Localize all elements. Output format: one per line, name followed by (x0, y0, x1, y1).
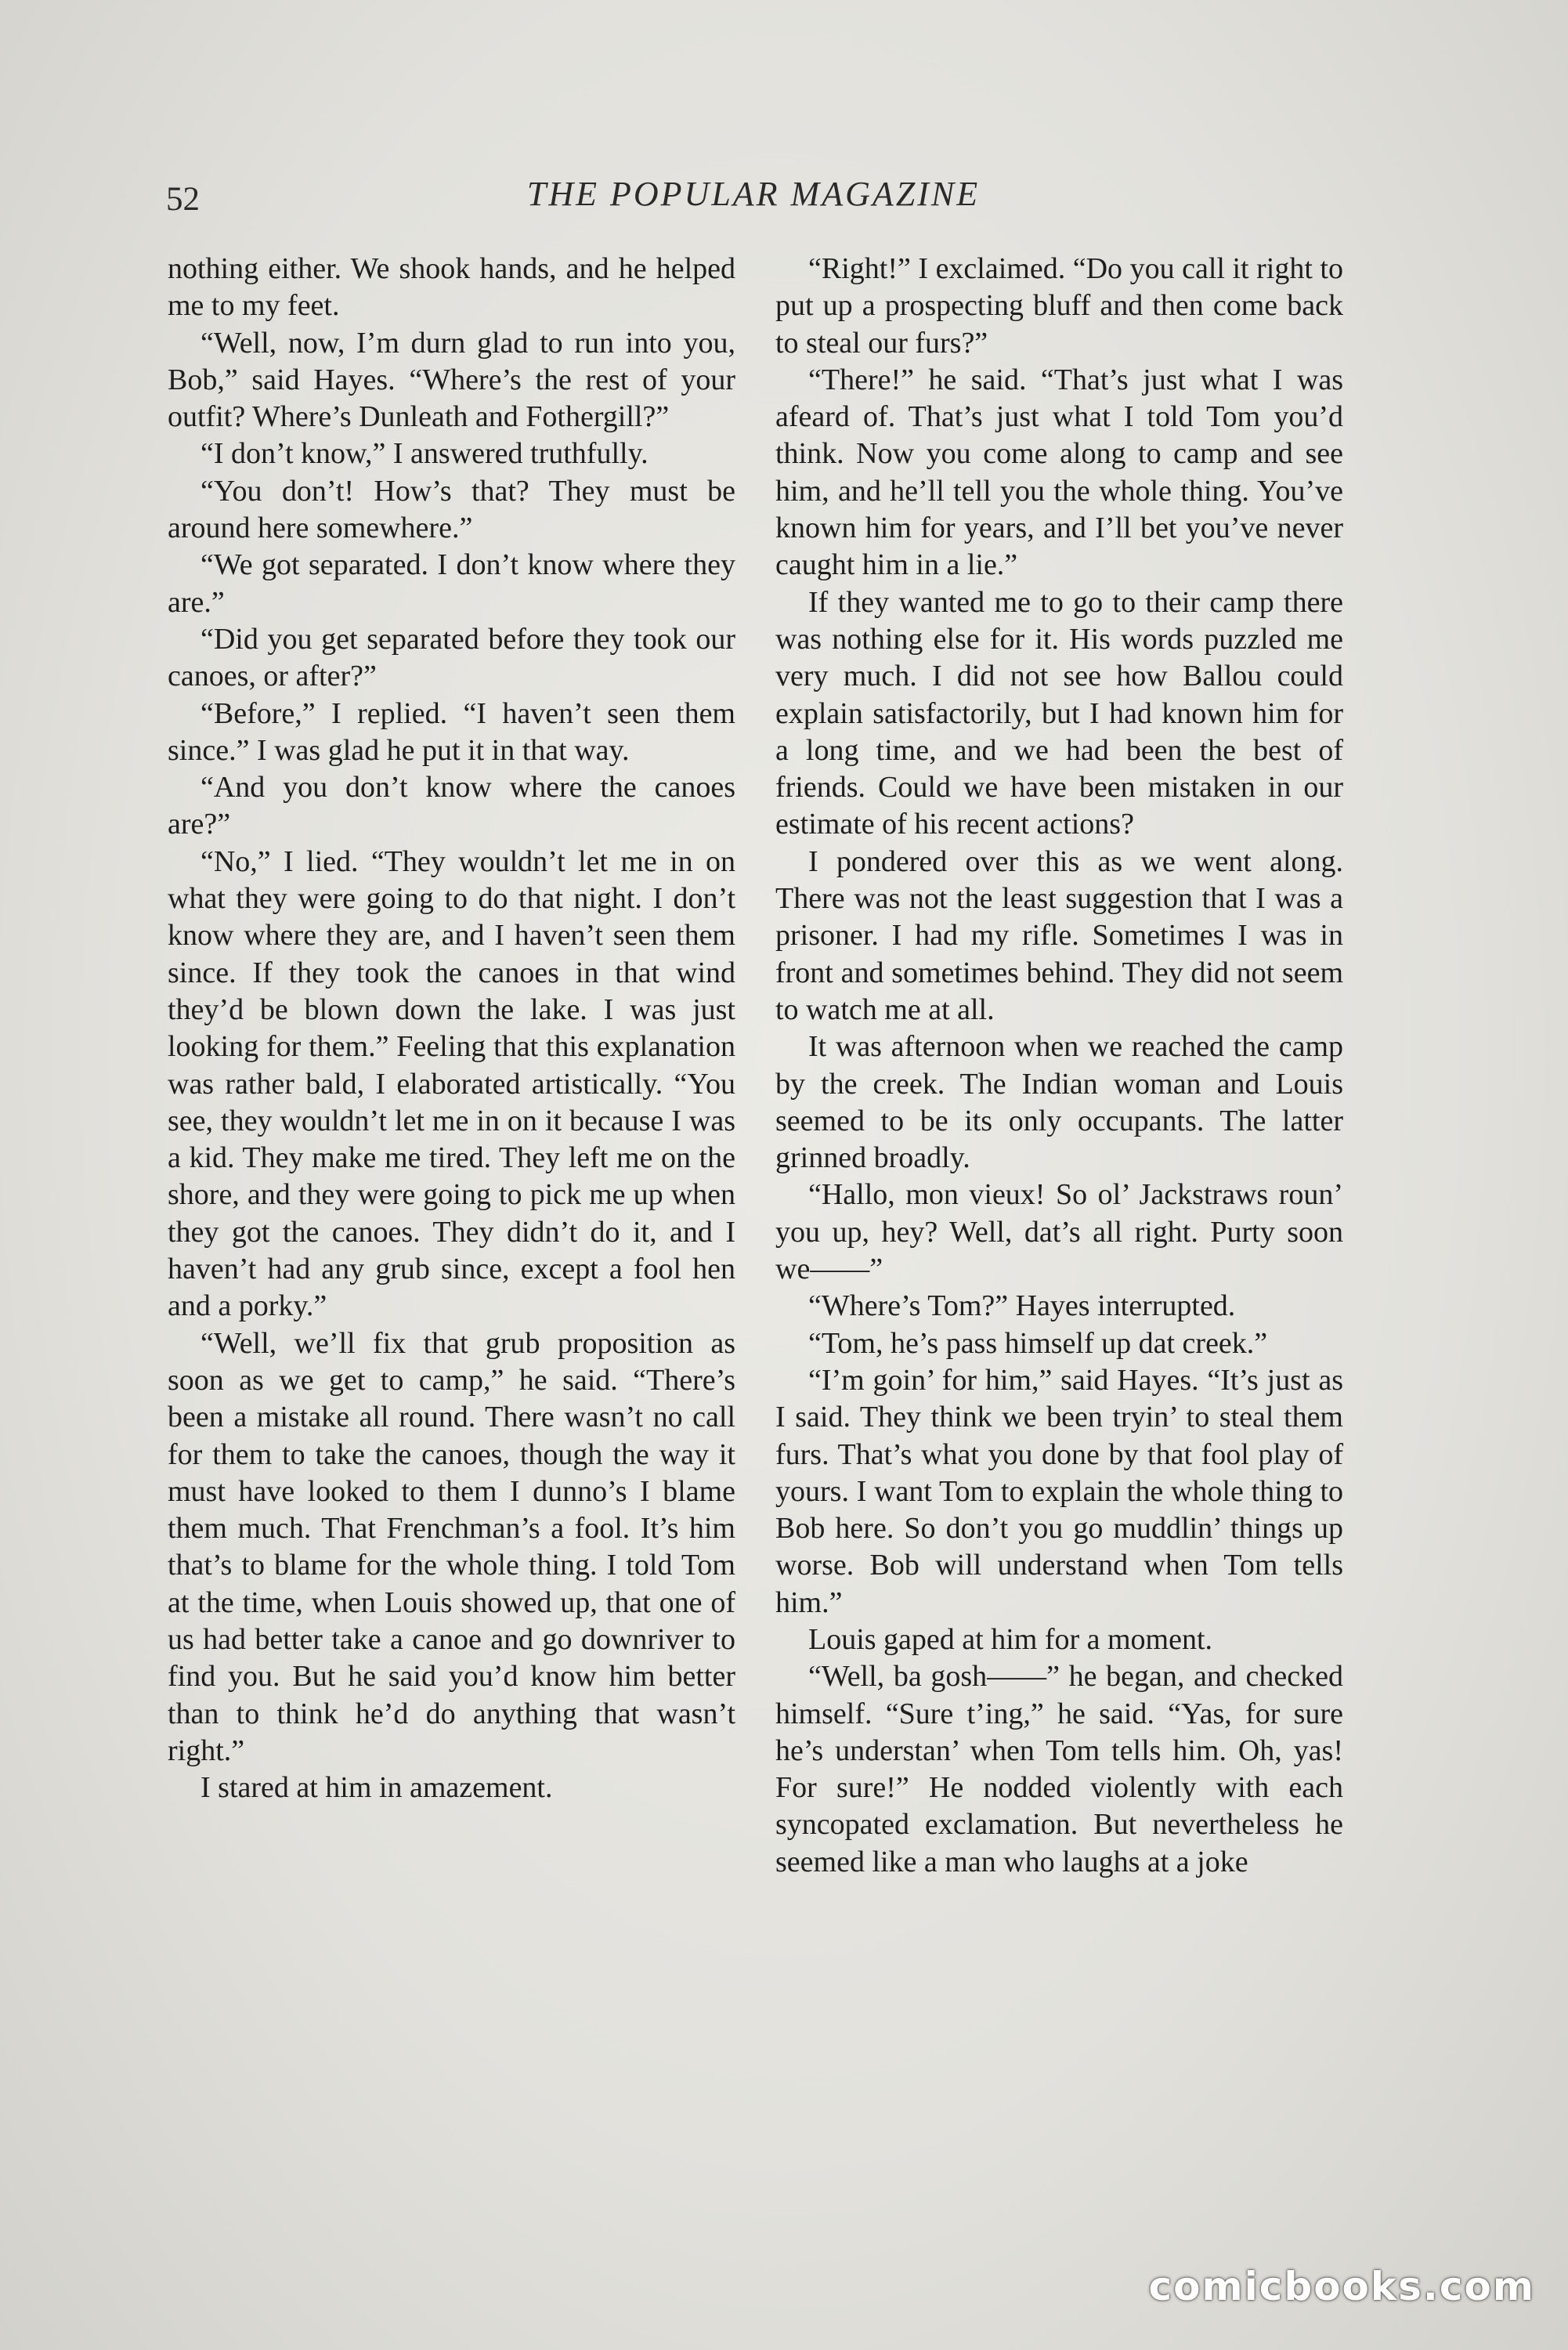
paragraph: “Where’s Tom?” Hayes interrupted. (808, 1289, 1236, 1323)
left-column (168, 251, 735, 1806)
page-number: 52 (166, 181, 200, 218)
paragraph: “I’m goin’ for him,” said Hayes. “It’s just as I said. They think we been tryin’ to steal them furs. That’s what you done by that fool play of yours. I want Tom to explain the whole thing to Bob here. So don’t you go muddlin’ things up worse. Bob will understand when Tom tells him.” (775, 1363, 1343, 1619)
paragraph: “Right!” I exclaimed. “Do you call it right to put up a prospecting bluff and then come back to steal our furs?” (775, 252, 1343, 360)
paragraph: “You don’t! How’s that? They must be around here somewhere.” (168, 474, 735, 545)
paragraph: If they wanted me to go to their camp there was nothing else for it. His words puzzled me very much. I did not see how Ballou could explain satisfactorily, but I had known him for a long time, and we had been the best of friends. Could we have been mistaken in our estimate of his recent actions? (775, 585, 1343, 841)
page-header (166, 174, 1341, 229)
paragraph: “No,” I lied. “They wouldn’t let me in on what they were going to do that night. I don’t know where they are, and I haven’t seen them since. If they took the canoes in that wind they’d be blown down the lake. I was just looking for them.” Feeling that this explanation was rather bald, I elaborated artistically. “You see, they wouldn’t let me in on it because I was a kid. They make me tired. They left me on the shore, and they were going to pick me up when they got the canoes. They didn’t do it, and I haven’t had any grub since, except a fool hen and a porky.” (168, 844, 735, 1323)
running-title: THE POPULAR MAGAZINE (526, 175, 981, 213)
paragraph: “There!” he said. “That’s just what I was afeard of. That’s just what I told Tom you’d think. Now you come along to camp and see him, and he’ll tell you the whole thing. You’ve known him for years, and I’ll bet you’ve never caught him in a lie.” (775, 363, 1343, 582)
paragraph: “And you don’t know where the canoes are?” (168, 771, 735, 841)
paragraph: I pondered over this as we went along. There was not the least suggestion that I was a prisoner. I had my rifle. Sometimes I was in front and sometimes behind. They did not seem to watch me at all. (775, 844, 1343, 1026)
paragraph: “Did you get separated before they took our canoes, or after?” (168, 622, 735, 693)
paragraph: “Well, now, I’m durn glad to run into you, Bob,” said Hayes. “Where’s the rest of your outfit? Where’s Dunleath and Fothergill?” (168, 326, 735, 434)
paragraph: “We got separated. I don’t know where they are.” (168, 548, 735, 619)
watermark: comicbooks.com (1148, 2264, 1535, 2309)
paragraph: Louis gaped at him for a moment. (808, 1622, 1213, 1656)
paragraph: It was afternoon when we reached the camp by the creek. The Indian woman and Louis seemed to be its only occupants. The latter grinned broadly. (775, 1030, 1343, 1175)
paragraph: nothing either. We shook hands, and he helped me to my feet. (168, 252, 735, 323)
paragraph: I stared at him in amazement. (201, 1771, 553, 1805)
paragraph: “Well, ba gosh——” he began, and checked himself. “Sure t’ing,” he said. “Yas, for sure he’s understan’ when Tom tells him. Oh, yas! For sure!” He nodded violently with each syncopated exclamation. But nevertheless he seemed like a man who laughs at a joke (775, 1660, 1343, 1878)
paragraph: “Hallo, mon vieux! So ol’ Jackstraws roun’ you up, hey? Well, dat’s all right. Purty soon we——” (775, 1178, 1343, 1286)
paragraph: “Tom, he’s pass himself up dat creek.” (808, 1326, 1268, 1360)
right-column (775, 251, 1343, 1881)
paragraph: “Well, we’ll fix that grub proposition as soon as we get to camp,” he said. “There’s been a mistake all round. There wasn’t no call for them to take the canoes, though the way it must have looked to them I dunno’s I blame them much. That Frenchman’s a fool. It’s him that’s to blame for the whole thing. I told Tom at the time, when Louis showed up, that one of us had better take a canoe and go downriver to find you. But he said you’d know him better than to think he’d do anything that wasn’t right.” (168, 1326, 735, 1767)
paragraph: “Before,” I replied. “I haven’t seen them since.” I was glad he put it in that way. (168, 696, 735, 767)
paragraph: “I don’t know,” I answered truthfully. (201, 437, 649, 471)
